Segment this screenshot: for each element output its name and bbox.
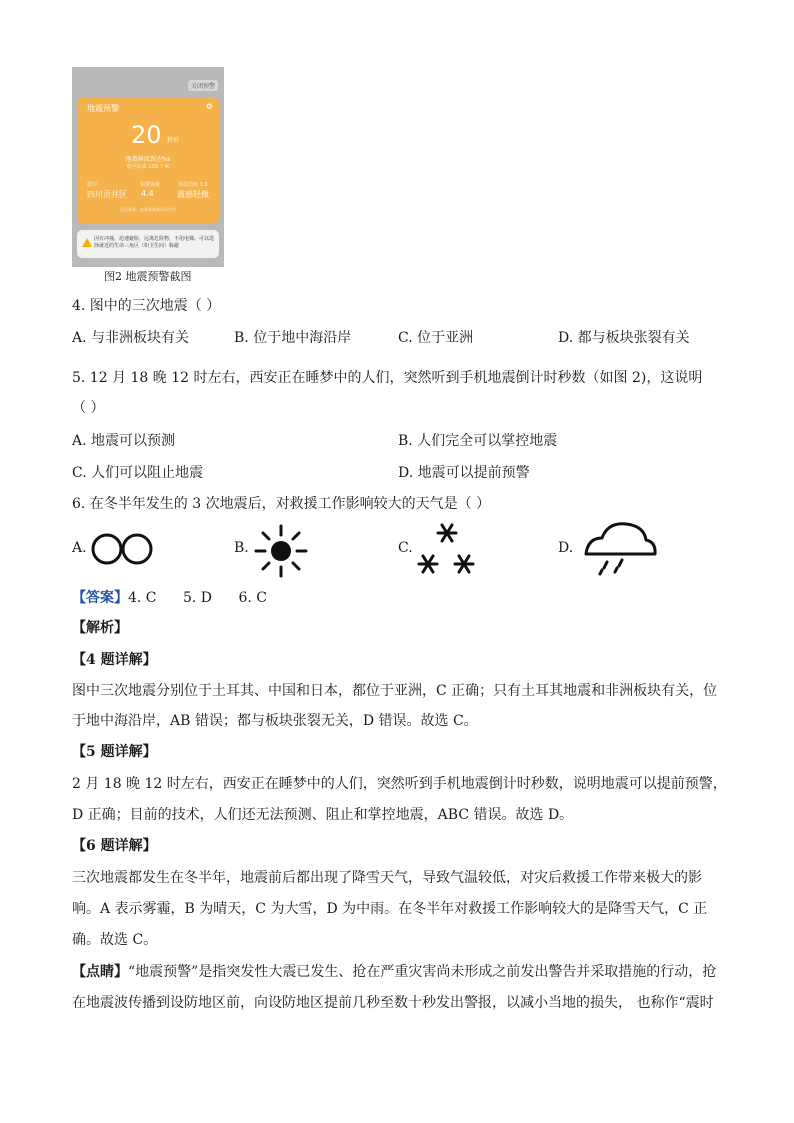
q4-detail-line-2: 于地中海沿岸，AB 错误；都与板块张裂无关，D 错误。故选 C。 <box>72 713 478 729</box>
tip-text-1: “地震预警”是指突发性大震已发生、抢在严重灾害尚未形成之前发出警告并采取措施的行动，抢 <box>128 964 717 980</box>
q6-option-d: D. <box>558 540 574 556</box>
q4-option-a: A. 与非洲板块有关 <box>72 330 190 346</box>
q5-detail-heading: 【5 题详解】 <box>72 744 157 760</box>
wave-message: 地震横波到达%s <box>125 156 171 163</box>
q4-option-b: B. 位于地中海沿岸 <box>234 330 352 346</box>
q5-option-d: D. 地震可以提前预警 <box>398 465 530 481</box>
tip-line-2: 在地震波传播到设防地区前，向设防地区提前几秒至数十秒发出警报，以减小当地的损失， 也称作“震时 <box>72 995 714 1011</box>
q4-option-c: C. 位于亚洲 <box>398 330 474 346</box>
answer-5: 5. D <box>182 590 213 606</box>
q6-option-c: C. <box>398 540 413 556</box>
countdown-unit: 秒后 <box>167 137 180 144</box>
close-warning-button: 关闭预警 <box>188 80 218 91</box>
sunny-symbol-icon <box>254 524 308 578</box>
warning-card <box>77 97 219 224</box>
answer-4: 4. C <box>128 590 157 606</box>
analysis-label: 【解析】 <box>72 620 128 636</box>
distance-text: 震中距离 139 千米 <box>126 164 170 170</box>
intensity-label: 预估烈度 1.0 <box>178 182 208 188</box>
earthquake-warning-screenshot <box>72 67 224 267</box>
q6-option-a: A. <box>72 540 87 556</box>
q4-stem: 4. 图中的三次地震（ ） <box>72 298 221 314</box>
tip-label: 【点睛】 <box>72 964 128 980</box>
answer-label: 【答案】 <box>72 590 128 606</box>
q6-detail-heading: 【6 题详解】 <box>72 838 157 854</box>
safety-tip-text: 因有冲撞，迅速避险，远离危险物，不用电梯。可以选择就近的生命三角区（如卫生间）躲避 <box>94 236 215 249</box>
answer-row <box>72 587 267 607</box>
q4-detail-heading: 【4 题详解】 <box>72 652 157 668</box>
settings-icon: ⚙ <box>205 102 213 111</box>
magnitude-value: 4.4 <box>141 189 154 198</box>
magnitude-label: 预警震级 <box>140 182 161 188</box>
intensity-value: 震感轻微 <box>177 190 209 199</box>
q6-detail-line-3: 确。故选 C。 <box>72 932 158 948</box>
q5-stem-bracket: （ ） <box>72 400 105 416</box>
q6-stem: 6. 在冬半年发生的 3 次地震后，对救援工作影响较大的天气是（ ） <box>72 496 491 512</box>
q4-detail-line-1: 图中三次地震分别位于土耳其、中国和日本，都位于亚洲，C 正确；只有土耳其地震和非洲板块有关，位 <box>72 683 718 699</box>
q5-option-a: A. 地震可以预测 <box>72 433 176 449</box>
epicenter-label: 震中 <box>87 182 98 188</box>
figure-caption: 图2 地震预警截图 <box>104 270 192 283</box>
q5-detail-line-2: D 正确；目前的技术，人们还无法预测、阻止和掌控地震，ABC 错误。故选 D。 <box>72 807 574 823</box>
q6-detail-line-2: 响。A 表示雾霾，B 为晴天，C 为大雪，D 为中雨。在冬半年对救援工作影响较大的是降雪天气，C 正 <box>72 901 708 917</box>
safety-tip <box>77 230 219 258</box>
tip-line-1 <box>72 962 716 982</box>
source-text: 信息来源：成都高新减灾研究所 <box>120 207 176 212</box>
moderate-rain-symbol-icon <box>582 518 660 580</box>
q5-option-c: C. 人们可以阻止地震 <box>72 465 204 481</box>
answer-6: 6. C <box>238 590 268 606</box>
q6-option-b: B. <box>234 540 249 556</box>
card-title: 地震预警 <box>87 104 119 113</box>
q5-option-b: B. 人们完全可以掌控地震 <box>398 433 558 449</box>
q5-detail-line-1: 2 月 18 晚 12 时左右，西安正在睡梦中的人们，突然听到手机地震倒计时秒数，说明地震可以提前预警， <box>72 776 727 792</box>
countdown-number: 20 <box>131 121 162 149</box>
heavy-snow-symbol-icon <box>414 520 480 578</box>
haze-symbol-icon <box>90 532 156 566</box>
q4-option-d: D. 都与板块张裂有关 <box>558 330 690 346</box>
q6-detail-line-1: 三次地震都发生在冬半年，地震前后都出现了降雪天气，导致气温较低，对灾后救援工作带来极大的影 <box>72 870 702 886</box>
warning-icon <box>82 238 92 247</box>
epicenter-value: 四川贡井区 <box>87 190 127 199</box>
q5-stem: 5. 12 月 18 晚 12 时左右，西安正在睡梦中的人们，突然听到手机地震倒计时秒数（如图 2)，这说明 <box>72 370 703 386</box>
